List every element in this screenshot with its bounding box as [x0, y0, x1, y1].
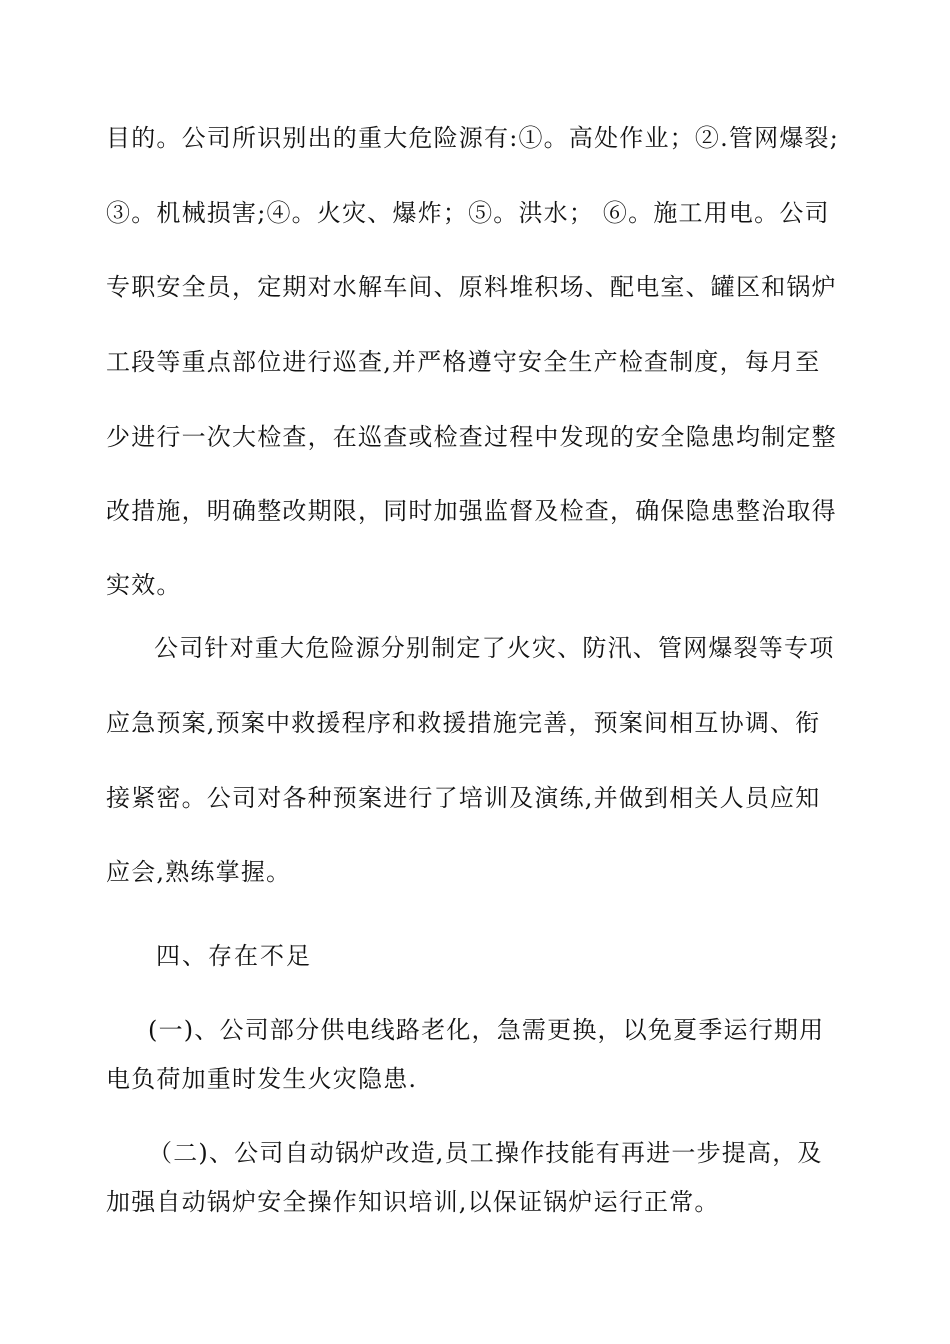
text-line: （二)、公司自动锅炉改造,员工操作技能有再进一步提高，及: [148, 1139, 823, 1167]
text-line: 应急预案,预案中救援程序和救援措施完善，预案间相互协调、衔: [106, 709, 821, 737]
text-line: 公司针对重大危险源分别制定了火灾、防汛、管网爆裂等专项: [154, 634, 835, 662]
text-line: 少进行一次大检查，在巡查或检查过程中发现的安全隐患均制定整: [106, 423, 837, 451]
text-line: 接紧密。公司对各种预案进行了培训及演练,并做到相关人员应知: [106, 784, 821, 812]
section-heading: 四、存在不足: [156, 942, 312, 970]
text-line: 加强自动锅炉安全操作知识培训,以保证锅炉运行正常。: [106, 1188, 720, 1216]
text-line: 电负荷加重时发生火灾隐患.: [106, 1065, 418, 1093]
text-line: 目的。公司所识别出的重大危险源有:①。高处作业；②.管网爆裂;: [106, 124, 839, 152]
text-line: 专职安全员，定期对水解车间、原料堆积场、配电室、罐区和锅炉: [106, 273, 837, 301]
text-line: 应会,熟练掌握。: [106, 858, 292, 886]
text-line: (一)、公司部分供电线路老化，急需更换，以免夏季运行期用: [148, 1016, 825, 1044]
text-line: 改措施，明确整改期限，同时加强监督及检查，确保隐患整治取得: [106, 497, 837, 525]
text-line: 工段等重点部位进行巡查,并严格遵守安全生产检查制度，每月至: [106, 348, 821, 376]
text-line: 实效。: [106, 571, 182, 599]
text-line: ③。机械损害;④。火灾、爆炸；⑤。洪水； ⑥。施工用电。公司: [106, 199, 830, 227]
